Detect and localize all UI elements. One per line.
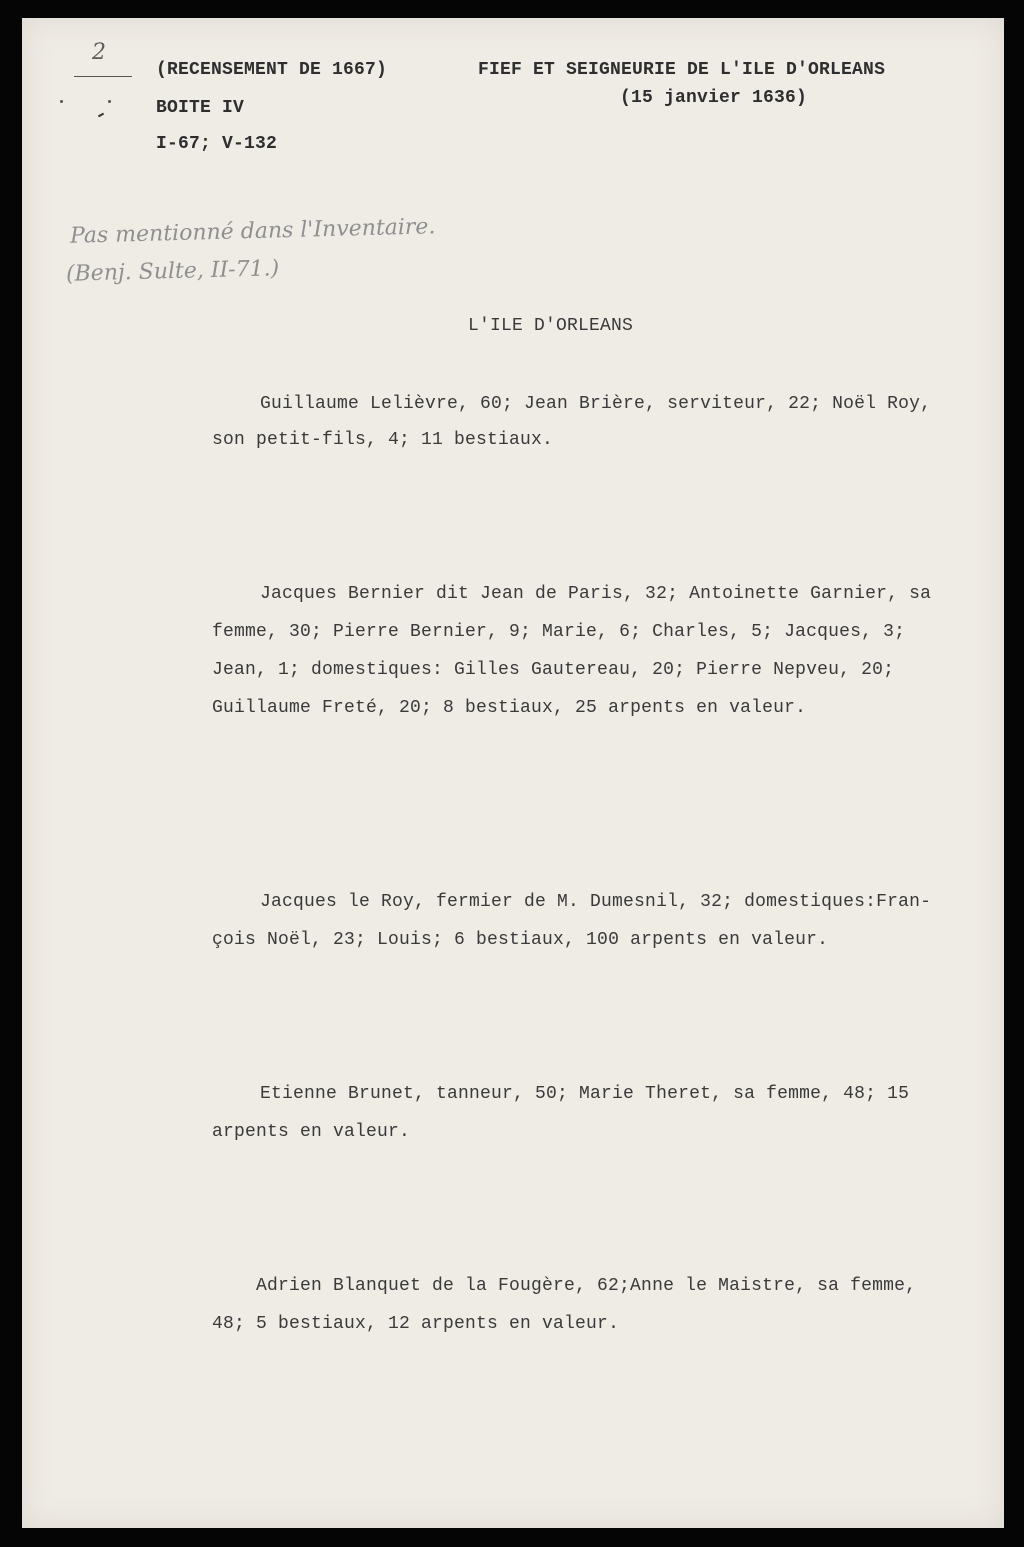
page-number: 2 bbox=[92, 40, 106, 65]
box-label: BOITE IV bbox=[156, 98, 245, 118]
reference-numbers: I-67; V-132 bbox=[156, 134, 278, 154]
entry-line: Jacques le Roy, fermier de M. Dumesnil, 32; domestiques:Fran- bbox=[260, 892, 932, 912]
entry-line: Jacques Bernier dit Jean de Paris, 32; Antoinette Garnier, sa bbox=[260, 584, 932, 604]
entry-line: çois Noël, 23; Louis; 6 bestiaux, 100 arpents en valeur. bbox=[212, 930, 829, 950]
margin-dot bbox=[108, 100, 111, 103]
margin-dot bbox=[60, 100, 63, 103]
section-title: L'ILE D'ORLEANS bbox=[468, 316, 634, 336]
margin-tick bbox=[98, 113, 104, 118]
census-label: (RECENSEMENT DE 1667) bbox=[156, 60, 388, 80]
entry-line: arpents en valeur. bbox=[212, 1122, 411, 1142]
entry-line: Guillaume Lelièvre, 60; Jean Brière, serviteur, 22; Noël Roy, bbox=[260, 394, 932, 414]
document-date: (15 janvier 1636) bbox=[620, 88, 808, 108]
entry-line: Etienne Brunet, tanneur, 50; Marie Theret, sa femme, 48; 15 bbox=[260, 1084, 910, 1104]
entry-line: Adrien Blanquet de la Fougère, 62;Anne le Maistre, sa femme, bbox=[256, 1276, 917, 1296]
entry-line: Guillaume Freté, 20; 8 bestiaux, 25 arpents en valeur. bbox=[212, 698, 807, 718]
typed-page bbox=[22, 18, 1004, 1528]
document-title: FIEF ET SEIGNEURIE DE L'ILE D'ORLEANS bbox=[478, 60, 886, 80]
entry-line: son petit-fils, 4; 11 bestiaux. bbox=[212, 430, 554, 450]
handwritten-note-line-2: (Benj. Sulte, II-71.) bbox=[65, 256, 280, 287]
page-number-underline bbox=[74, 76, 132, 77]
handwritten-note-line-1: Pas mentionné dans l'Inventaire. bbox=[69, 214, 436, 249]
entry-line: Jean, 1; domestiques: Gilles Gautereau, 20; Pierre Nepveu, 20; bbox=[212, 660, 895, 680]
entry-line: 48; 5 bestiaux, 12 arpents en valeur. bbox=[212, 1314, 620, 1334]
entry-line: femme, 30; Pierre Bernier, 9; Marie, 6; Charles, 5; Jacques, 3; bbox=[212, 622, 906, 642]
